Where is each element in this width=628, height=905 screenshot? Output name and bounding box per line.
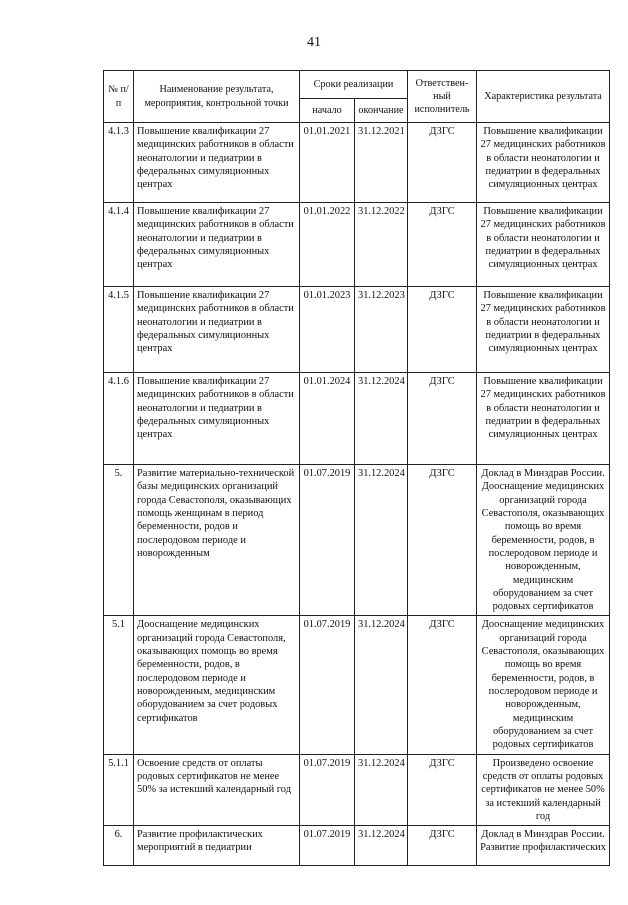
row-number: 4.1.6 [104,373,134,465]
row-name: Повышение квалификации 27 медицинских работников в области неонатологии и педиатрии в федеральных симуляционных центрах [134,203,300,287]
row-executor: ДЗГС [408,373,477,465]
row-result: Повышение квалификации 27 медицинских работников в области неонатологии и педиатрии в федеральных симуляционных центрах [477,287,610,373]
table-body [104,123,610,866]
row-name: Повышение квалификации 27 медицинских работников в области неонатологии и педиатрии в федеральных симуляционных центрах [134,373,300,465]
row-number: 5.1 [104,616,134,754]
row-number: 6. [104,826,134,866]
header-name: Наименование результата, мероприятия, контрольной точки [134,71,300,123]
table-row [104,826,610,866]
row-result: Повышение квалификации 27 медицинских работников в области неонатологии и педиатрии в федеральных симуляционных центрах [477,373,610,465]
row-executor: ДЗГС [408,287,477,373]
row-end-date: 31.12.2024 [355,616,408,754]
header-num: № п/п [104,71,134,123]
row-start-date: 01.07.2019 [300,754,355,826]
row-result: Повышение квалификации 27 медицинских работников в области неонатологии и педиатрии в федеральных симуляционных центрах [477,203,610,287]
row-result: Произведено освоение средств от оплаты родовых сертификатов не менее 50% за истекший календарный год [477,754,610,826]
row-name: Развитие профилактических мероприятий в педиатрии [134,826,300,866]
header-end: окончание [355,99,408,123]
row-number: 4.1.5 [104,287,134,373]
row-end-date: 31.12.2024 [355,465,408,616]
row-end-date: 31.12.2023 [355,287,408,373]
row-result: Повышение квалификации 27 медицинских работников в области неонатологии и педиатрии в федеральных симуляционных центрах [477,123,610,203]
row-name: Дооснащение медицинских организаций города Севастополя, оказывающих помощь во время беременности, родов, в послеродовом периоде и новорожденным, медицинским оборудованием за счет родовых сертификатов [134,616,300,754]
header-result: Характеристика результата [477,71,610,123]
table-row [104,616,610,754]
row-result: Доклад в Минздрав России. Развитие профилактических [477,826,610,866]
row-name: Развитие материально-технической базы медицинских организаций города Севастополя, оказывающих помощь женщинам в период беременности, родов и послеродовом периоде и новорожденным [134,465,300,616]
header-period: Сроки реализации [300,71,408,99]
row-end-date: 31.12.2024 [355,754,408,826]
header-executor: Ответствен-ный исполнитель [408,71,477,123]
table-row [104,203,610,287]
row-start-date: 01.01.2023 [300,287,355,373]
row-number: 5.1.1 [104,754,134,826]
row-end-date: 31.12.2021 [355,123,408,203]
table-row [104,287,610,373]
header-start: начало [300,99,355,123]
row-end-date: 31.12.2024 [355,826,408,866]
table-row [104,465,610,616]
row-start-date: 01.07.2019 [300,616,355,754]
table-row [104,373,610,465]
plan-table [103,70,610,866]
row-number: 5. [104,465,134,616]
row-end-date: 31.12.2024 [355,373,408,465]
row-name: Повышение квалификации 27 медицинских работников в области неонатологии и педиатрии в федеральных симуляционных центрах [134,287,300,373]
row-start-date: 01.07.2019 [300,465,355,616]
row-executor: ДЗГС [408,465,477,616]
row-name: Освоение средств от оплаты родовых сертификатов не менее 50% за истекший календарный год [134,754,300,826]
row-number: 4.1.3 [104,123,134,203]
row-executor: ДЗГС [408,203,477,287]
row-executor: ДЗГС [408,826,477,866]
row-start-date: 01.01.2022 [300,203,355,287]
row-executor: ДЗГС [408,616,477,754]
row-number: 4.1.4 [104,203,134,287]
row-result: Доклад в Минздрав России. Дооснащение медицинских организаций города Севастополя, оказывающих помощь во время беременности, родов, в послеродовом периоде и новорожденным, медицинским оборудованием за счет родовых сертификатов [477,465,610,616]
row-end-date: 31.12.2022 [355,203,408,287]
row-result: Дооснащение медицинских организаций города Севастополя, оказывающих помощь во время беременности, родов, в послеродовом периоде и новорожденным, медицинским оборудованием за счет родовых сертификатов [477,616,610,754]
row-name: Повышение квалификации 27 медицинских работников в области неонатологии и педиатрии в федеральных симуляционных центрах [134,123,300,203]
row-start-date: 01.07.2019 [300,826,355,866]
row-start-date: 01.01.2021 [300,123,355,203]
table-row [104,123,610,203]
row-executor: ДЗГС [408,754,477,826]
row-executor: ДЗГС [408,123,477,203]
page-number: 41 [307,35,321,50]
table-row [104,754,610,826]
row-start-date: 01.01.2024 [300,373,355,465]
